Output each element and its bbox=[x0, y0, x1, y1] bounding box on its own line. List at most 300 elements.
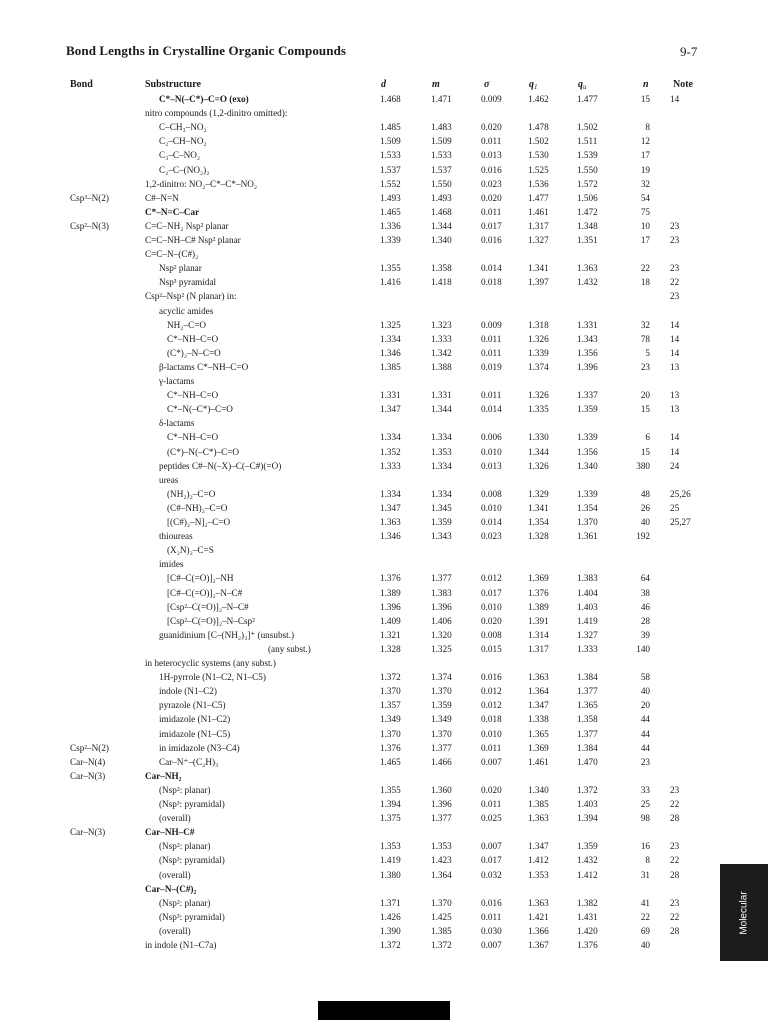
note-cell: 23 bbox=[670, 897, 680, 908]
table-row bbox=[0, 783, 768, 797]
sigma-cell: 0.017 bbox=[481, 587, 502, 598]
qu-cell: 1.403 bbox=[577, 601, 598, 612]
note-cell: 14 bbox=[670, 333, 680, 344]
sigma-cell: 0.020 bbox=[481, 122, 502, 133]
qu-cell: 1.351 bbox=[577, 235, 598, 245]
d-cell: 1.333 bbox=[380, 460, 401, 471]
qu-cell: 1.419 bbox=[577, 615, 598, 626]
col-header-n: n bbox=[643, 79, 649, 90]
qu-cell: 1.333 bbox=[577, 643, 598, 654]
n-cell: 15 bbox=[640, 94, 650, 104]
m-cell: 1.537 bbox=[431, 164, 452, 175]
qu-cell: 1.354 bbox=[577, 502, 598, 513]
substructure-cell: acyclic amides bbox=[159, 305, 214, 316]
substructure-cell: C=C–N–(C#)₂ bbox=[145, 249, 199, 260]
qu-cell: 1.356 bbox=[577, 347, 598, 358]
q1-cell: 1.318 bbox=[528, 319, 549, 330]
q1-cell: 1.353 bbox=[528, 869, 549, 880]
q1-cell: 1.338 bbox=[528, 714, 549, 725]
q1-cell: 1.389 bbox=[528, 601, 549, 612]
q1-cell: 1.365 bbox=[528, 728, 549, 739]
substructure-cell: 1,2-dinitro: NO₂–C*–C*–NO₂ bbox=[145, 178, 258, 189]
substructure-cell: nitro compounds (1,2-dinitro omitted): bbox=[145, 108, 288, 119]
qu-cell: 1.396 bbox=[577, 361, 598, 372]
table-row bbox=[0, 529, 768, 543]
m-cell: 1.550 bbox=[431, 178, 452, 189]
n-cell: 64 bbox=[640, 573, 650, 584]
table-row bbox=[0, 177, 768, 191]
q1-cell: 1.347 bbox=[528, 841, 549, 852]
d-cell: 1.376 bbox=[380, 742, 401, 753]
sigma-cell: 0.010 bbox=[481, 446, 502, 457]
qu-cell: 1.377 bbox=[577, 686, 598, 697]
n-cell: 22 bbox=[640, 911, 650, 922]
substructure-cell: [Csp²–C(=O)]₂–N–C# bbox=[167, 601, 249, 612]
d-cell: 1.372 bbox=[380, 672, 401, 683]
sigma-cell: 0.014 bbox=[481, 404, 502, 415]
col-header-q1: $q_1$ bbox=[529, 79, 538, 91]
substructure-cell: β-lactams C*–NH–C=O bbox=[159, 361, 249, 372]
substructure-cell: (Nsp²: planar) bbox=[159, 897, 211, 908]
m-cell: 1.406 bbox=[431, 615, 452, 626]
table-row bbox=[0, 459, 768, 473]
q1-cell: 1.317 bbox=[528, 643, 549, 654]
q1-cell: 1.385 bbox=[528, 799, 549, 809]
note-cell: 22 bbox=[670, 855, 680, 866]
sigma-cell: 0.025 bbox=[481, 813, 502, 824]
substructure-cell: (Nsp²: planar) bbox=[159, 784, 211, 795]
sigma-cell: 0.020 bbox=[481, 784, 502, 795]
table-row bbox=[0, 586, 768, 600]
sigma-cell: 0.014 bbox=[481, 517, 502, 527]
q1-cell: 1.326 bbox=[528, 333, 549, 344]
d-cell: 1.347 bbox=[380, 404, 401, 415]
table-row bbox=[0, 741, 768, 755]
sigma-cell: 0.011 bbox=[481, 206, 502, 217]
qu-cell: 1.370 bbox=[577, 517, 598, 527]
n-cell: 98 bbox=[640, 813, 650, 824]
table-row bbox=[0, 219, 768, 233]
d-cell: 1.355 bbox=[380, 784, 401, 795]
q1-cell: 1.530 bbox=[528, 150, 549, 161]
n-cell: 10 bbox=[640, 220, 650, 231]
d-cell: 1.465 bbox=[380, 206, 401, 217]
d-cell: 1.396 bbox=[380, 601, 401, 612]
m-cell: 1.396 bbox=[431, 799, 452, 809]
q1-cell: 1.335 bbox=[528, 404, 549, 415]
table-row bbox=[0, 92, 768, 106]
note-cell: 22 bbox=[670, 911, 680, 922]
sigma-cell: 0.017 bbox=[481, 855, 502, 866]
substructure-cell: imidazole (N1–C5) bbox=[159, 728, 231, 739]
qu-cell: 1.511 bbox=[577, 136, 598, 147]
qu-cell: 1.361 bbox=[577, 531, 598, 542]
d-cell: 1.419 bbox=[380, 855, 401, 866]
m-cell: 1.359 bbox=[431, 700, 452, 711]
qu-cell: 1.470 bbox=[577, 756, 598, 767]
m-cell: 1.396 bbox=[431, 601, 452, 612]
n-cell: 40 bbox=[640, 517, 650, 527]
d-cell: 1.468 bbox=[380, 94, 401, 104]
d-cell: 1.380 bbox=[380, 869, 401, 880]
note-cell: 22 bbox=[670, 799, 680, 809]
note-cell: 23 bbox=[670, 220, 680, 231]
q1-cell: 1.330 bbox=[528, 432, 549, 443]
qu-cell: 1.343 bbox=[577, 333, 598, 344]
qu-cell: 1.339 bbox=[577, 488, 598, 499]
sigma-cell: 0.007 bbox=[481, 841, 502, 852]
sigma-cell: 0.007 bbox=[481, 756, 502, 767]
d-cell: 1.346 bbox=[380, 531, 401, 542]
table-row bbox=[0, 148, 768, 162]
n-cell: 8 bbox=[645, 855, 650, 866]
sigma-cell: 0.016 bbox=[481, 672, 502, 683]
q1-cell: 1.397 bbox=[528, 277, 549, 288]
d-cell: 1.331 bbox=[380, 390, 401, 401]
n-cell: 31 bbox=[640, 869, 650, 880]
qu-cell: 1.327 bbox=[577, 629, 598, 640]
note-cell: 13 bbox=[670, 361, 680, 372]
table-row bbox=[0, 684, 768, 698]
n-cell: 32 bbox=[640, 319, 650, 330]
m-cell: 1.359 bbox=[431, 517, 452, 527]
table-row bbox=[0, 938, 768, 952]
q1-cell: 1.462 bbox=[528, 94, 549, 104]
footer-bar bbox=[318, 1001, 450, 1020]
substructure-cell: 1H-pyrrole (N1–C2, N1–C5) bbox=[159, 672, 266, 683]
substructure-cell: Nsp² planar bbox=[159, 263, 202, 274]
m-cell: 1.377 bbox=[431, 813, 452, 824]
table-row bbox=[0, 910, 768, 924]
note-cell: 28 bbox=[670, 813, 680, 824]
d-cell: 1.376 bbox=[380, 573, 401, 584]
q1-cell: 1.363 bbox=[528, 813, 549, 824]
sigma-cell: 0.007 bbox=[481, 940, 502, 950]
note-cell: 22 bbox=[670, 277, 680, 288]
page-title: Bond Lengths in Crystalline Organic Compounds bbox=[66, 43, 347, 58]
n-cell: 69 bbox=[640, 925, 650, 936]
table-row bbox=[0, 614, 768, 628]
q1-cell: 1.461 bbox=[528, 206, 549, 217]
q1-cell: 1.363 bbox=[528, 672, 549, 683]
qu-cell: 1.539 bbox=[577, 150, 598, 161]
table-row bbox=[0, 670, 768, 684]
qu-cell: 1.506 bbox=[577, 192, 598, 203]
note-cell: 28 bbox=[670, 925, 680, 936]
qu-cell: 1.412 bbox=[577, 869, 598, 880]
table-row bbox=[0, 332, 768, 346]
m-cell: 1.325 bbox=[431, 643, 452, 654]
table-row bbox=[0, 205, 768, 219]
m-cell: 1.418 bbox=[431, 277, 452, 288]
n-cell: 140 bbox=[636, 643, 650, 654]
substructure-cell: (any subst.) bbox=[268, 643, 311, 654]
n-cell: 17 bbox=[640, 150, 650, 161]
q1-cell: 1.367 bbox=[528, 940, 549, 950]
substructure-cell: guanidinium [C–(NH₂)₃]⁺ (unsubst.) bbox=[159, 629, 295, 640]
d-cell: 1.339 bbox=[380, 235, 401, 245]
d-cell: 1.347 bbox=[380, 502, 401, 513]
table-row bbox=[0, 402, 768, 416]
sigma-cell: 0.016 bbox=[481, 164, 502, 175]
table-row bbox=[0, 261, 768, 275]
n-cell: 19 bbox=[640, 164, 650, 175]
n-cell: 54 bbox=[640, 192, 650, 203]
m-cell: 1.370 bbox=[431, 897, 452, 908]
q1-cell: 1.391 bbox=[528, 615, 549, 626]
n-cell: 17 bbox=[640, 235, 650, 245]
table-row bbox=[0, 388, 768, 402]
note-cell: 23 bbox=[670, 263, 680, 274]
d-cell: 1.355 bbox=[380, 263, 401, 274]
sigma-cell: 0.010 bbox=[481, 601, 502, 612]
q1-cell: 1.340 bbox=[528, 784, 549, 795]
sigma-cell: 0.010 bbox=[481, 502, 502, 513]
d-cell: 1.363 bbox=[380, 517, 401, 527]
table-row bbox=[0, 712, 768, 726]
d-cell: 1.353 bbox=[380, 841, 401, 852]
n-cell: 75 bbox=[640, 206, 650, 217]
sigma-cell: 0.011 bbox=[481, 390, 502, 401]
substructure-cell: [(C#)₂–N]₂–C=O bbox=[167, 517, 231, 527]
substructure-cell: (C*)₂–N–C=O bbox=[167, 347, 221, 358]
d-cell: 1.357 bbox=[380, 700, 401, 711]
n-cell: 15 bbox=[640, 446, 650, 457]
q1-cell: 1.536 bbox=[528, 178, 549, 189]
col-header-note: Note bbox=[673, 79, 693, 90]
substructure-cell: Car–NH–C# bbox=[145, 827, 195, 838]
d-cell: 1.409 bbox=[380, 615, 401, 626]
d-cell: 1.485 bbox=[380, 122, 401, 133]
q1-cell: 1.374 bbox=[528, 361, 549, 372]
q1-cell: 1.326 bbox=[528, 390, 549, 401]
note-cell: 13 bbox=[670, 390, 680, 401]
m-cell: 1.334 bbox=[431, 460, 452, 471]
n-cell: 192 bbox=[636, 531, 650, 542]
n-cell: 39 bbox=[640, 629, 650, 640]
n-cell: 44 bbox=[640, 742, 650, 753]
col-header-sigma: σ bbox=[484, 79, 490, 90]
n-cell: 23 bbox=[640, 756, 650, 767]
table-row bbox=[0, 275, 768, 289]
table-row bbox=[0, 191, 768, 205]
table-row bbox=[0, 755, 768, 769]
substructure-cell: (NH₂)₂–C=O bbox=[167, 488, 216, 499]
m-cell: 1.385 bbox=[431, 925, 452, 936]
qu-cell: 1.331 bbox=[577, 319, 598, 330]
table-row bbox=[0, 811, 768, 825]
d-cell: 1.371 bbox=[380, 897, 401, 908]
sigma-cell: 0.011 bbox=[481, 333, 502, 344]
note-cell: 13 bbox=[670, 404, 680, 415]
q1-cell: 1.314 bbox=[528, 629, 549, 640]
side-tab-label: Molecular bbox=[738, 890, 750, 935]
table-row bbox=[0, 515, 768, 529]
n-cell: 38 bbox=[640, 587, 650, 598]
n-cell: 18 bbox=[640, 277, 650, 288]
q1-cell: 1.354 bbox=[528, 517, 549, 527]
m-cell: 1.383 bbox=[431, 587, 452, 598]
substructure-cell: Csp²–Nsp² (N planar) in: bbox=[145, 291, 237, 302]
d-cell: 1.426 bbox=[380, 911, 401, 922]
m-cell: 1.468 bbox=[431, 206, 452, 217]
q1-cell: 1.502 bbox=[528, 136, 549, 147]
table-row bbox=[0, 698, 768, 712]
m-cell: 1.377 bbox=[431, 573, 452, 584]
qu-cell: 1.432 bbox=[577, 855, 598, 866]
n-cell: 41 bbox=[640, 897, 650, 908]
col-header-bond: Bond bbox=[70, 79, 93, 90]
substructure-cell: in heterocyclic systems (any subst.) bbox=[145, 658, 276, 668]
note-cell: 14 bbox=[670, 94, 680, 104]
m-cell: 1.334 bbox=[431, 488, 452, 499]
table-row bbox=[0, 445, 768, 459]
sigma-cell: 0.012 bbox=[481, 686, 502, 697]
substructure-cell: (overall) bbox=[159, 813, 191, 824]
m-cell: 1.353 bbox=[431, 841, 452, 852]
note-cell: 14 bbox=[670, 347, 680, 358]
substructure-cell: δ-lactams bbox=[159, 418, 195, 429]
substructure-cell: imidazole (N1–C2) bbox=[159, 714, 231, 725]
bond-cell: Car–N(4) bbox=[70, 756, 106, 767]
qu-cell: 1.358 bbox=[577, 714, 598, 725]
table-row bbox=[0, 797, 768, 811]
sigma-cell: 0.009 bbox=[481, 319, 502, 330]
substructure-cell: [C#–C(=O)]₂–NH bbox=[167, 573, 234, 584]
table-row bbox=[0, 416, 768, 430]
q1-cell: 1.412 bbox=[528, 855, 549, 866]
n-cell: 12 bbox=[640, 136, 650, 147]
substructure-cell: Car–N⁺–(C₂H)₃ bbox=[159, 756, 219, 767]
m-cell: 1.374 bbox=[431, 672, 452, 683]
substructure-cell: [C#–C(=O)]₂–N–C# bbox=[167, 587, 243, 598]
bond-cell: Csp³–N(2) bbox=[70, 192, 109, 203]
q1-cell: 1.328 bbox=[528, 531, 549, 542]
n-cell: 8 bbox=[645, 122, 650, 133]
table-row bbox=[0, 106, 768, 120]
sigma-cell: 0.019 bbox=[481, 361, 502, 372]
q1-cell: 1.326 bbox=[528, 460, 549, 471]
table-row bbox=[0, 642, 768, 656]
substructure-cell: (Nsp²: planar) bbox=[159, 841, 211, 852]
d-cell: 1.328 bbox=[380, 643, 401, 654]
col-header-substructure: Substructure bbox=[145, 79, 201, 90]
d-cell: 1.325 bbox=[380, 319, 401, 330]
n-cell: 20 bbox=[640, 700, 650, 711]
substructure-cell: Car–N–(C#)₂ bbox=[145, 883, 197, 894]
substructure-cell: C₂–CH–NO₂ bbox=[159, 136, 207, 147]
table-row bbox=[0, 473, 768, 487]
note-cell: 23 bbox=[670, 291, 680, 302]
m-cell: 1.323 bbox=[431, 319, 452, 330]
m-cell: 1.388 bbox=[431, 361, 452, 372]
qu-cell: 1.502 bbox=[577, 122, 598, 133]
qu-cell: 1.376 bbox=[577, 940, 598, 950]
qu-cell: 1.420 bbox=[577, 925, 598, 936]
n-cell: 15 bbox=[640, 404, 650, 415]
table-row bbox=[0, 360, 768, 374]
d-cell: 1.533 bbox=[380, 150, 401, 161]
substructure-cell: indole (N1–C2) bbox=[159, 686, 217, 697]
q1-cell: 1.329 bbox=[528, 488, 549, 499]
substructure-cell: C*–NH–C=O bbox=[167, 333, 219, 344]
sigma-cell: 0.011 bbox=[481, 742, 502, 753]
n-cell: 40 bbox=[640, 686, 650, 697]
col-header-d: d bbox=[381, 79, 386, 90]
sigma-cell: 0.008 bbox=[481, 488, 502, 499]
d-cell: 1.349 bbox=[380, 714, 401, 725]
sigma-cell: 0.020 bbox=[481, 192, 502, 203]
qu-cell: 1.550 bbox=[577, 164, 598, 175]
qu-cell: 1.404 bbox=[577, 587, 598, 598]
table-row bbox=[0, 769, 768, 783]
table-row bbox=[0, 868, 768, 882]
q1-cell: 1.421 bbox=[528, 911, 549, 922]
q1-cell: 1.339 bbox=[528, 347, 549, 358]
substructure-cell: (C*)–N(–C*)–C=O bbox=[167, 446, 240, 457]
table-row bbox=[0, 628, 768, 642]
substructure-cell: NH₂–C=O bbox=[167, 319, 207, 330]
q1-cell: 1.369 bbox=[528, 573, 549, 584]
table-row bbox=[0, 289, 768, 303]
section-side-tab bbox=[720, 864, 768, 961]
sigma-cell: 0.032 bbox=[481, 869, 502, 880]
substructure-cell: ureas bbox=[159, 474, 179, 485]
substructure-cell: γ-lactams bbox=[159, 376, 195, 386]
sigma-cell: 0.016 bbox=[481, 235, 502, 245]
qu-cell: 1.383 bbox=[577, 573, 598, 584]
substructure-cell: in indole (N1–C7a) bbox=[145, 940, 217, 950]
d-cell: 1.336 bbox=[380, 220, 401, 231]
d-cell: 1.334 bbox=[380, 488, 401, 499]
q1-cell: 1.327 bbox=[528, 235, 549, 245]
d-cell: 1.416 bbox=[380, 277, 401, 288]
d-cell: 1.372 bbox=[380, 940, 401, 950]
substructure-cell: (overall) bbox=[159, 925, 191, 936]
m-cell: 1.340 bbox=[431, 235, 452, 245]
d-cell: 1.389 bbox=[380, 587, 401, 598]
sigma-cell: 0.018 bbox=[481, 277, 502, 288]
q1-cell: 1.341 bbox=[528, 263, 549, 274]
table-row bbox=[0, 346, 768, 360]
substructure-cell: peptides C#–N(–X)–C(–C#)(=O) bbox=[159, 460, 282, 471]
table-row bbox=[0, 825, 768, 839]
qu-cell: 1.394 bbox=[577, 813, 598, 824]
m-cell: 1.533 bbox=[431, 150, 452, 161]
substructure-cell: C*–N(–C*)–C=O bbox=[167, 404, 233, 415]
qu-cell: 1.340 bbox=[577, 460, 598, 471]
qu-cell: 1.356 bbox=[577, 446, 598, 457]
m-cell: 1.333 bbox=[431, 333, 452, 344]
substructure-cell: [Csp²–C(=O)]₂–N–Csp² bbox=[167, 615, 255, 626]
q1-cell: 1.369 bbox=[528, 742, 549, 753]
n-cell: 5 bbox=[645, 347, 650, 358]
col-header-m: m bbox=[432, 79, 440, 90]
m-cell: 1.345 bbox=[431, 502, 452, 513]
sigma-cell: 0.011 bbox=[481, 911, 502, 922]
sigma-cell: 0.015 bbox=[481, 643, 502, 654]
substructure-cell: (Nsp³: pyramidal) bbox=[159, 911, 225, 922]
substructure-cell: Nsp³ pyramidal bbox=[159, 277, 217, 288]
n-cell: 16 bbox=[640, 841, 650, 852]
n-cell: 32 bbox=[640, 178, 650, 189]
n-cell: 25 bbox=[640, 799, 650, 809]
sigma-cell: 0.023 bbox=[481, 178, 502, 189]
sigma-cell: 0.010 bbox=[481, 728, 502, 739]
table-row bbox=[0, 163, 768, 177]
substructure-cell: C#–N=N bbox=[145, 192, 179, 203]
m-cell: 1.466 bbox=[431, 756, 452, 767]
